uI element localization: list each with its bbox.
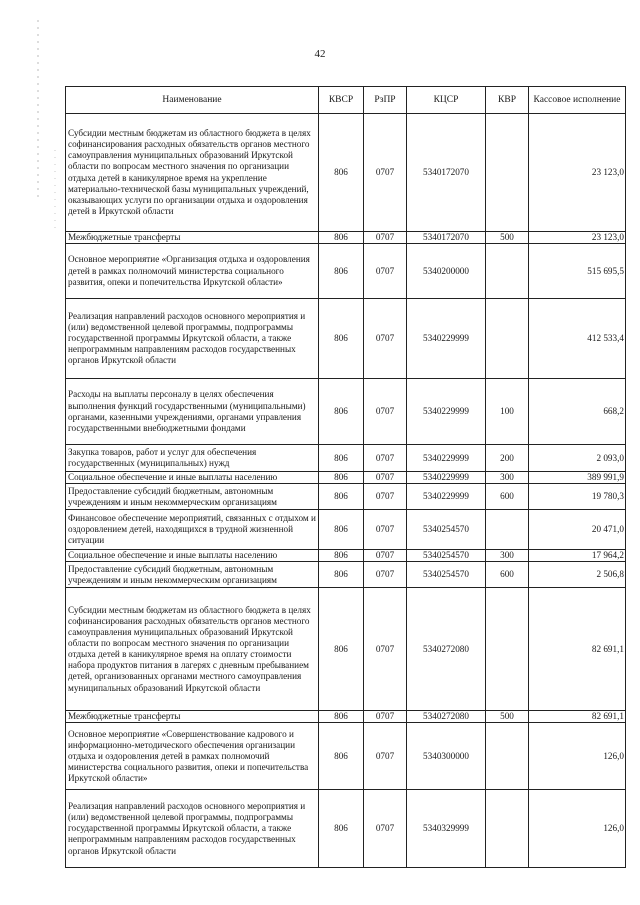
- cell-kvr: [486, 723, 529, 790]
- page-number: 42: [314, 48, 326, 60]
- cell-kcsr: 5340229999: [407, 299, 486, 379]
- cell-kvr: [486, 790, 529, 868]
- cell-kvsr: 806: [319, 562, 364, 588]
- table-row: [66, 550, 626, 562]
- cell-rzpr: 0707: [364, 588, 407, 711]
- cell-kcsr: 5340254570: [407, 562, 486, 588]
- cell-kvsr: 806: [319, 299, 364, 379]
- cell-amount: 515 695,5: [529, 244, 626, 299]
- cell-kvr: 500: [486, 711, 529, 723]
- cell-name: Закупка товаров, работ и услуг для обеспечения государственных (муниципальных) нужд: [66, 445, 319, 472]
- cell-kcsr: 5340229999: [407, 379, 486, 445]
- cell-amount: 19 780,3: [529, 484, 626, 510]
- table-row: [66, 790, 626, 868]
- cell-amount: 17 964,2: [529, 550, 626, 562]
- cell-amount: 668,2: [529, 379, 626, 445]
- table-row: [66, 232, 626, 244]
- cell-kcsr: 5340229999: [407, 445, 486, 472]
- cell-kvsr: 806: [319, 232, 364, 244]
- table-row: [66, 244, 626, 299]
- cell-name: Социальное обеспечение и иные выплаты населению: [66, 472, 319, 484]
- cell-name: Реализация направлений расходов основного мероприятия и (или) ведомственной целевой программы, подпрограммы государственной программы Иркутской области, а также непрограммным направлениям расходов государственных органов Иркутской области: [66, 790, 319, 868]
- cell-name: Расходы на выплаты персоналу в целях обеспечения выполнения функций государственными (муниципальными) органами, казенными учреждениями, органами управления государственными внебюджетными фондами: [66, 379, 319, 445]
- cell-rzpr: 0707: [364, 711, 407, 723]
- cell-kvr: [486, 299, 529, 379]
- table-row: [66, 484, 626, 510]
- cell-kcsr: 5340300000: [407, 723, 486, 790]
- cell-rzpr: 0707: [364, 790, 407, 868]
- column-header-kvr: КВР: [486, 87, 529, 114]
- budget-table: [65, 86, 626, 868]
- cell-kvsr: 806: [319, 588, 364, 711]
- cell-kvsr: 806: [319, 379, 364, 445]
- cell-kvsr: 806: [319, 472, 364, 484]
- cell-kvsr: 806: [319, 790, 364, 868]
- cell-kvsr: 806: [319, 510, 364, 550]
- cell-rzpr: 0707: [364, 484, 407, 510]
- cell-rzpr: 0707: [364, 299, 407, 379]
- cell-kcsr: 5340254570: [407, 550, 486, 562]
- table-row: [66, 472, 626, 484]
- cell-kvsr: 806: [319, 114, 364, 232]
- cell-name: Социальное обеспечение и иные выплаты населению: [66, 550, 319, 562]
- cell-rzpr: 0707: [364, 244, 407, 299]
- cell-kcsr: 5340172070: [407, 114, 486, 232]
- cell-rzpr: 0707: [364, 510, 407, 550]
- cell-name: Основное мероприятие «Совершенствование кадрового и информационно-методического обеспечения организации отдыха и оздоровления детей в рамках полномочий министерства социального развития, опеки и попечительства Иркутской области»: [66, 723, 319, 790]
- cell-name: Предоставление субсидий бюджетным, автономным учреждениям и иным некоммерческим организациям: [66, 562, 319, 588]
- cell-kvr: 200: [486, 445, 529, 472]
- cell-kvr: 300: [486, 550, 529, 562]
- cell-rzpr: 0707: [364, 445, 407, 472]
- cell-kvsr: 806: [319, 711, 364, 723]
- table-row: [66, 588, 626, 711]
- cell-kcsr: 5340272080: [407, 588, 486, 711]
- column-header-name: Наименование: [66, 87, 319, 114]
- cell-kcsr: 5340200000: [407, 244, 486, 299]
- cell-rzpr: 0707: [364, 379, 407, 445]
- cell-kcsr: 5340229999: [407, 484, 486, 510]
- cell-name: Субсидии местным бюджетам из областного бюджета в целях софинансирования расходных обязательств органов местного самоуправления муниципальных образований Иркутской области по вопросам местного значения по организации отдыха детей в каникулярное время на укрепление материально-технической базы муниципальных учреждений, оказывающих услуги по организации отдыха и оздоровления детей в Иркутской области: [66, 114, 319, 232]
- cell-kcsr: 5340254570: [407, 510, 486, 550]
- cell-kcsr: 5340172070: [407, 232, 486, 244]
- table-row: [66, 445, 626, 472]
- cell-kvr: 500: [486, 232, 529, 244]
- table-row: [66, 510, 626, 550]
- cell-name: Финансовое обеспечение мероприятий, связанных с отдыхом и оздоровлением детей, находящихся в трудной жизненной ситуации: [66, 510, 319, 550]
- cell-amount: 23 123,0: [529, 114, 626, 232]
- cell-amount: 126,0: [529, 790, 626, 868]
- table-row: [66, 299, 626, 379]
- column-header-amount: Кассовое исполнение: [529, 87, 626, 114]
- cell-kcsr: 5340229999: [407, 472, 486, 484]
- cell-name: Основное мероприятие «Организация отдыха и оздоровления детей в рамках полномочий министерства социального развития, опеки и попечительства Иркутской области»: [66, 244, 319, 299]
- cell-kcsr: 5340272080: [407, 711, 486, 723]
- cell-kvr: 600: [486, 562, 529, 588]
- cell-name: Реализация направлений расходов основного мероприятия и (или) ведомственной целевой программы, подпрограммы государственной программы Иркутской области, а также непрограммным направлениям расходов государственных органов Иркутской области: [66, 299, 319, 379]
- table-row: [66, 723, 626, 790]
- cell-name: Предоставление субсидий бюджетным, автономным учреждениям и иным некоммерческим организациям: [66, 484, 319, 510]
- table-header-row: [66, 87, 626, 114]
- cell-name: Межбюджетные трансферты: [66, 711, 319, 723]
- column-header-kvsr: КВСР: [319, 87, 364, 114]
- cell-kvr: [486, 114, 529, 232]
- cell-kvr: 300: [486, 472, 529, 484]
- table-row: [66, 114, 626, 232]
- cell-kvsr: 806: [319, 550, 364, 562]
- cell-kcsr: 5340329999: [407, 790, 486, 868]
- table-row: [66, 711, 626, 723]
- cell-amount: 412 533,4: [529, 299, 626, 379]
- cell-rzpr: 0707: [364, 114, 407, 232]
- cell-amount: 2 093,0: [529, 445, 626, 472]
- cell-rzpr: 0707: [364, 232, 407, 244]
- cell-amount: 23 123,0: [529, 232, 626, 244]
- cell-rzpr: 0707: [364, 550, 407, 562]
- cell-name: Межбюджетные трансферты: [66, 232, 319, 244]
- cell-kvr: [486, 244, 529, 299]
- table-row: [66, 379, 626, 445]
- cell-kvr: 600: [486, 484, 529, 510]
- column-header-rzpr: РзПР: [364, 87, 407, 114]
- cell-rzpr: 0707: [364, 723, 407, 790]
- cell-kvr: 100: [486, 379, 529, 445]
- cell-amount: 126,0: [529, 723, 626, 790]
- column-header-kcsr: КЦСР: [407, 87, 486, 114]
- cell-name: Субсидии местным бюджетам из областного бюджета в целях софинансирования расходных обязательств органов местного самоуправления муниципальных образований Иркутской области по вопросам местного значения по организации отдыха детей в каникулярное время на оплату стоимости набора продуктов питания в лагерях с дневным пребыванием детей, организованных органами местного самоуправления муниципальных образований Иркутской области: [66, 588, 319, 711]
- cell-amount: 2 506,8: [529, 562, 626, 588]
- cell-rzpr: 0707: [364, 472, 407, 484]
- cell-amount: 389 991,9: [529, 472, 626, 484]
- cell-amount: 82 691,1: [529, 711, 626, 723]
- cell-kvsr: 806: [319, 484, 364, 510]
- cell-kvr: [486, 510, 529, 550]
- cell-amount: 82 691,1: [529, 588, 626, 711]
- cell-amount: 20 471,0: [529, 510, 626, 550]
- cell-kvsr: 806: [319, 244, 364, 299]
- cell-kvr: [486, 588, 529, 711]
- cell-kvsr: 806: [319, 723, 364, 790]
- table-row: [66, 562, 626, 588]
- cell-rzpr: 0707: [364, 562, 407, 588]
- cell-kvsr: 806: [319, 445, 364, 472]
